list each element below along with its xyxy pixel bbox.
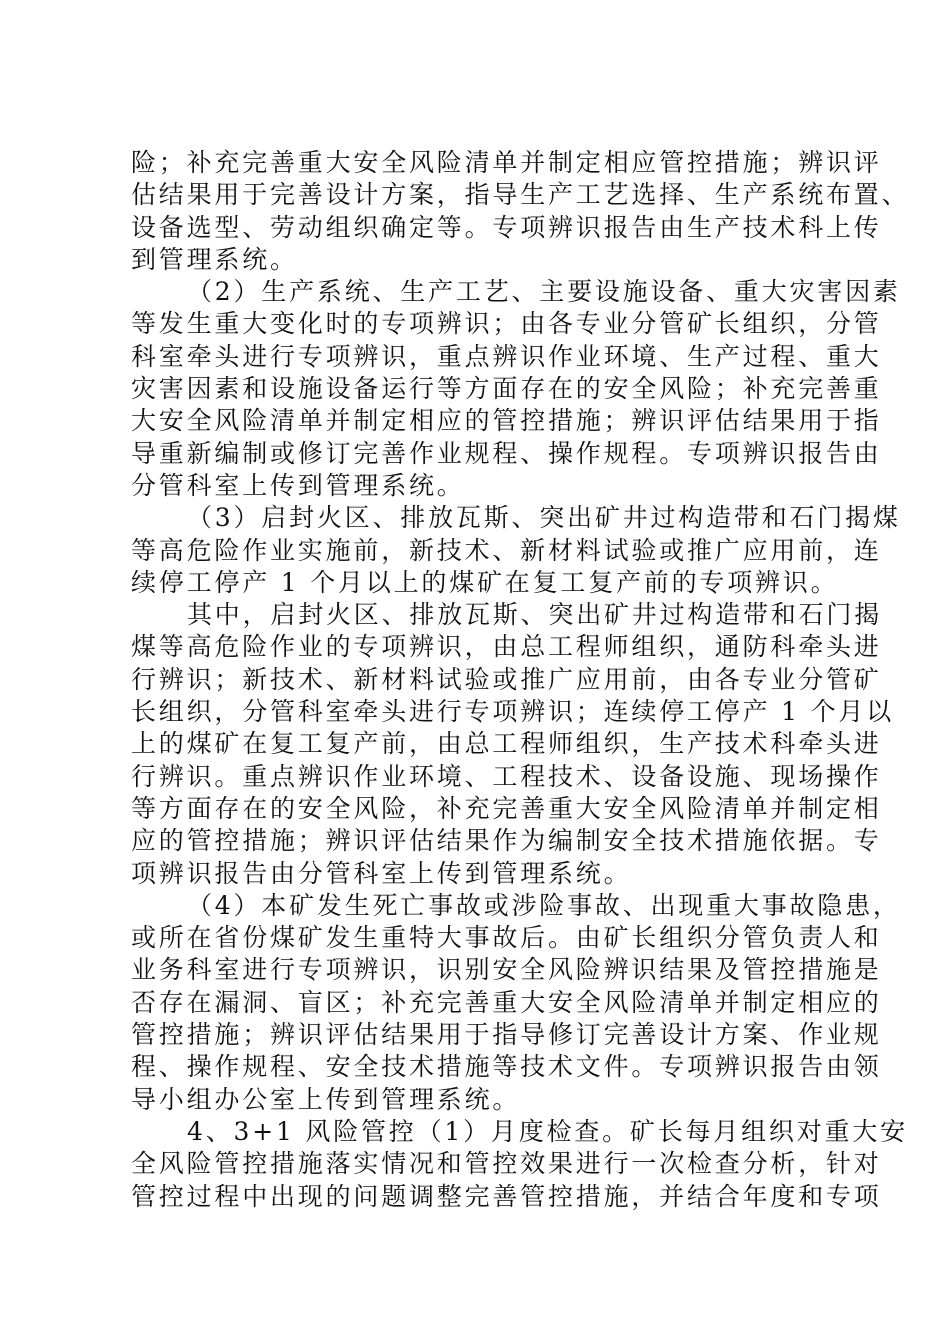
text-line: 设备选型、劳动组织确定等。专项辨识报告由生产技术科上传 [131,212,882,242]
text-line: 项辨识报告由分管科室上传到管理系统。 [131,858,632,888]
text-line: 灾害因素和设施设备运行等方面存在的安全风险；补充完善重 [131,374,882,404]
text-line: 长组织，分管科室牵头进行专项辨识；连续停工停产 1 个月以 [131,697,895,727]
text-line: 上的煤矿在复工复产前，由总工程师组织，生产技术科牵头进 [131,729,882,759]
text-line: 煤等高危险作业的专项辨识，由总工程师组织，通防科牵头进 [131,632,882,662]
text-line: 管控过程中出现的问题调整完善管控措施，并结合年度和专项 [131,1181,882,1211]
text-line: 程、操作规程、安全技术措施等技术文件。专项辨识报告由领 [131,1052,882,1082]
text-line: 行辨识。重点辨识作业环境、工程技术、设备设施、现场操作 [131,761,882,791]
text-line: 管控措施；辨识评估结果用于指导修订完善设计方案、作业规 [131,1020,882,1050]
text-line: 等高危险作业实施前，新技术、新材料试验或推广应用前，连 [131,535,882,565]
text-line: 等发生重大变化时的专项辨识；由各专业分管矿长组织，分管 [131,309,882,339]
text-line: 导重新编制或修订完善作业规程、操作规程。专项辨识报告由 [131,438,882,468]
text-line: 4、3+1 风险管控（1）月度检查。矿长每月组织对重大安 [187,1116,908,1146]
text-line: 全风险管控措施落实情况和管控效果进行一次检查分析，针对 [131,1149,882,1179]
text-line: 应的管控措施；辨识评估结果作为编制安全技术措施依据。专 [131,826,882,856]
text-line: 到管理系统。 [131,244,298,274]
text-line: 等方面存在的安全风险，补充完善重大安全风险清单并制定相 [131,793,882,823]
text-line: 导小组办公室上传到管理系统。 [131,1084,521,1114]
text-line: 险；补充完善重大安全风险清单并制定相应管控措施；辨识评 [131,148,882,177]
text-line: 续停工停产 1 个月以上的煤矿在复工复产前的专项辨识。 [131,567,839,597]
body-text [131,147,910,1213]
text-line: 或所在省份煤矿发生重特大事故后。由矿长组织分管负责人和 [131,923,882,953]
text-line: （4）本矿发生死亡事故或涉险事故、出现重大事故隐患， [187,890,901,920]
text-line: （3）启封火区、排放瓦斯、突出矿井过构造带和石门揭煤 [187,503,901,533]
text-line: 大安全风险清单并制定相应的管控措施；辨识评估结果用于指 [131,406,882,436]
text-line: 否存在漏洞、盲区；补充完善重大安全风险清单并制定相应的 [131,987,882,1017]
text-line: 分管科室上传到管理系统。 [131,470,465,500]
text-line: 行辨识；新技术、新材料试验或推广应用前，由各专业分管矿 [131,664,882,694]
text-line: （2）生产系统、生产工艺、主要设施设备、重大灾害因素 [187,277,901,307]
text-line: 业务科室进行专项辨识，识别安全风险辨识结果及管控措施是 [131,955,882,985]
text-line: 其中，启封火区、排放瓦斯、突出矿井过构造带和石门揭 [187,600,883,630]
text-line: 估结果用于完善设计方案，指导生产工艺选择、生产系统布置、 [131,180,910,210]
text-line: 科室牵头进行专项辨识，重点辨识作业环境、生产过程、重大 [131,341,882,371]
